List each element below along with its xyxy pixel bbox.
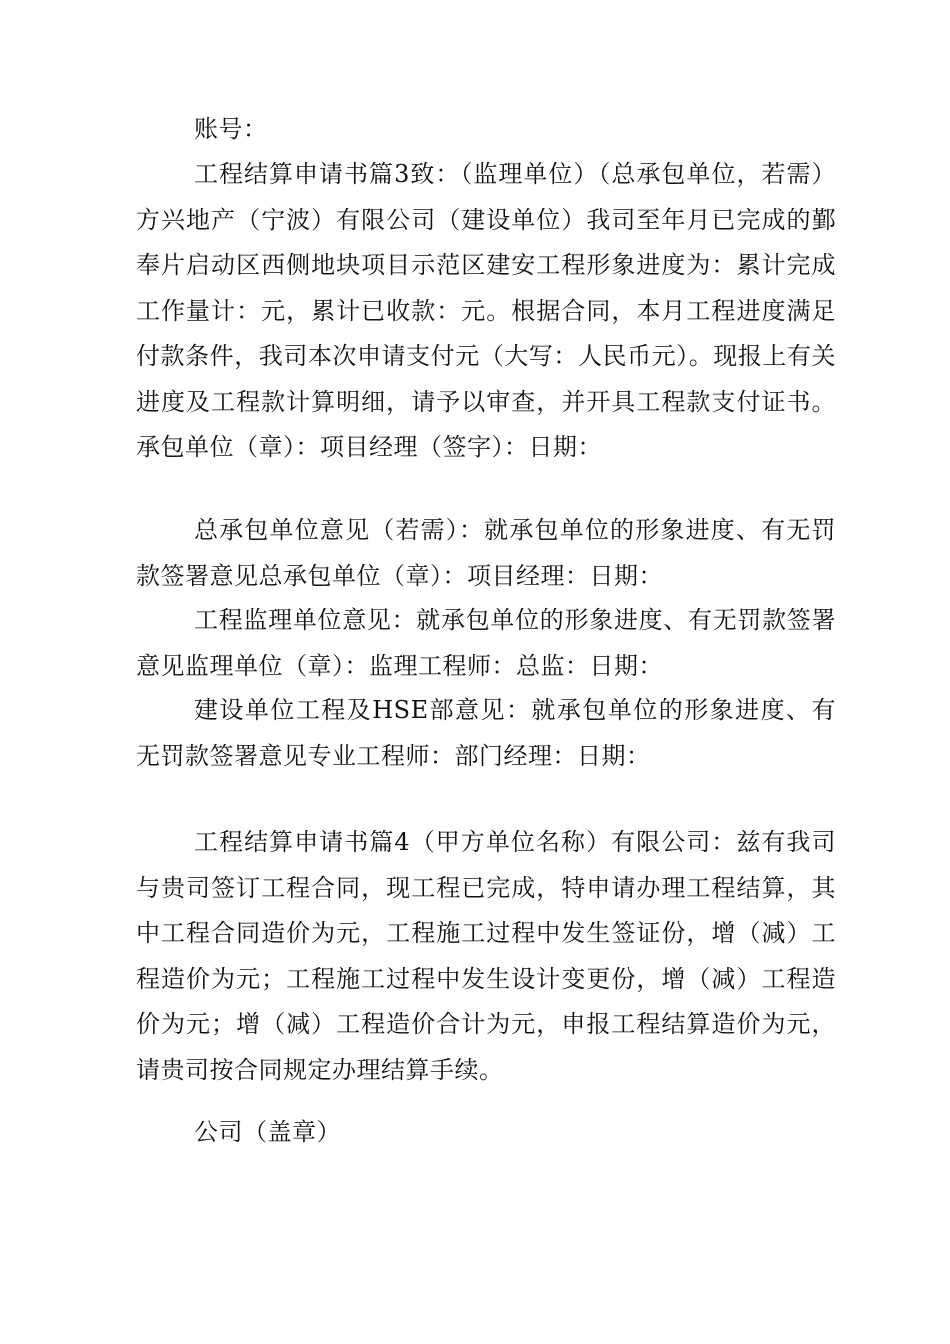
general-contractor-opinion: 总承包单位意见（若需）：就承包单位的形象进度、有无罚款签署意见总承包单位（章）：项目经理：日期： xyxy=(136,516,836,590)
supervision-unit-opinion: 工程监理单位意见：就承包单位的形象进度、有无罚款签署意见监理单位（章）：监理工程师：总监：日期： xyxy=(136,606,836,680)
account-number-line: 账号： xyxy=(194,115,268,143)
company-seal-line: 公司（盖章） xyxy=(194,1118,341,1146)
settlement-application-3-body: 工程结算申请书篇3致：（监理单位）（总承包单位，若需）方兴地产（宁波）有限公司（建设单位）我司至年月已完成的鄞奉片启动区西侧地块项目示范区建安工程形象进度为：累计完成工作量计：元，累计已收款：元。根据合同，本月工程进度满足付款条件，我司本次申请支付元（大写：人民币元）。现报上有关进度及工程款计算明细，请予以审查，并开具工程款支付证书。承包单位（章）：项目经理（签字）：日期： xyxy=(136,160,836,461)
settlement-application-4-body: 工程结算申请书篇4（甲方单位名称）有限公司：兹有我司与贵司签订工程合同，现工程已完成，特申请办理工程结算，其中工程合同造价为元，工程施工过程中发生签证份，增（减）工程造价为元；工程施工过程中发生设计变更份，增（减）工程造价为元；增（减）工程造价合计为元，申报工程结算造价为元，请贵司按合同规定办理结算手续。 xyxy=(136,828,836,1084)
construction-unit-hse-opinion: 建设单位工程及HSE部意见：就承包单位的形象进度、有无罚款签署意见专业工程师：部门经理：日期： xyxy=(136,696,836,770)
